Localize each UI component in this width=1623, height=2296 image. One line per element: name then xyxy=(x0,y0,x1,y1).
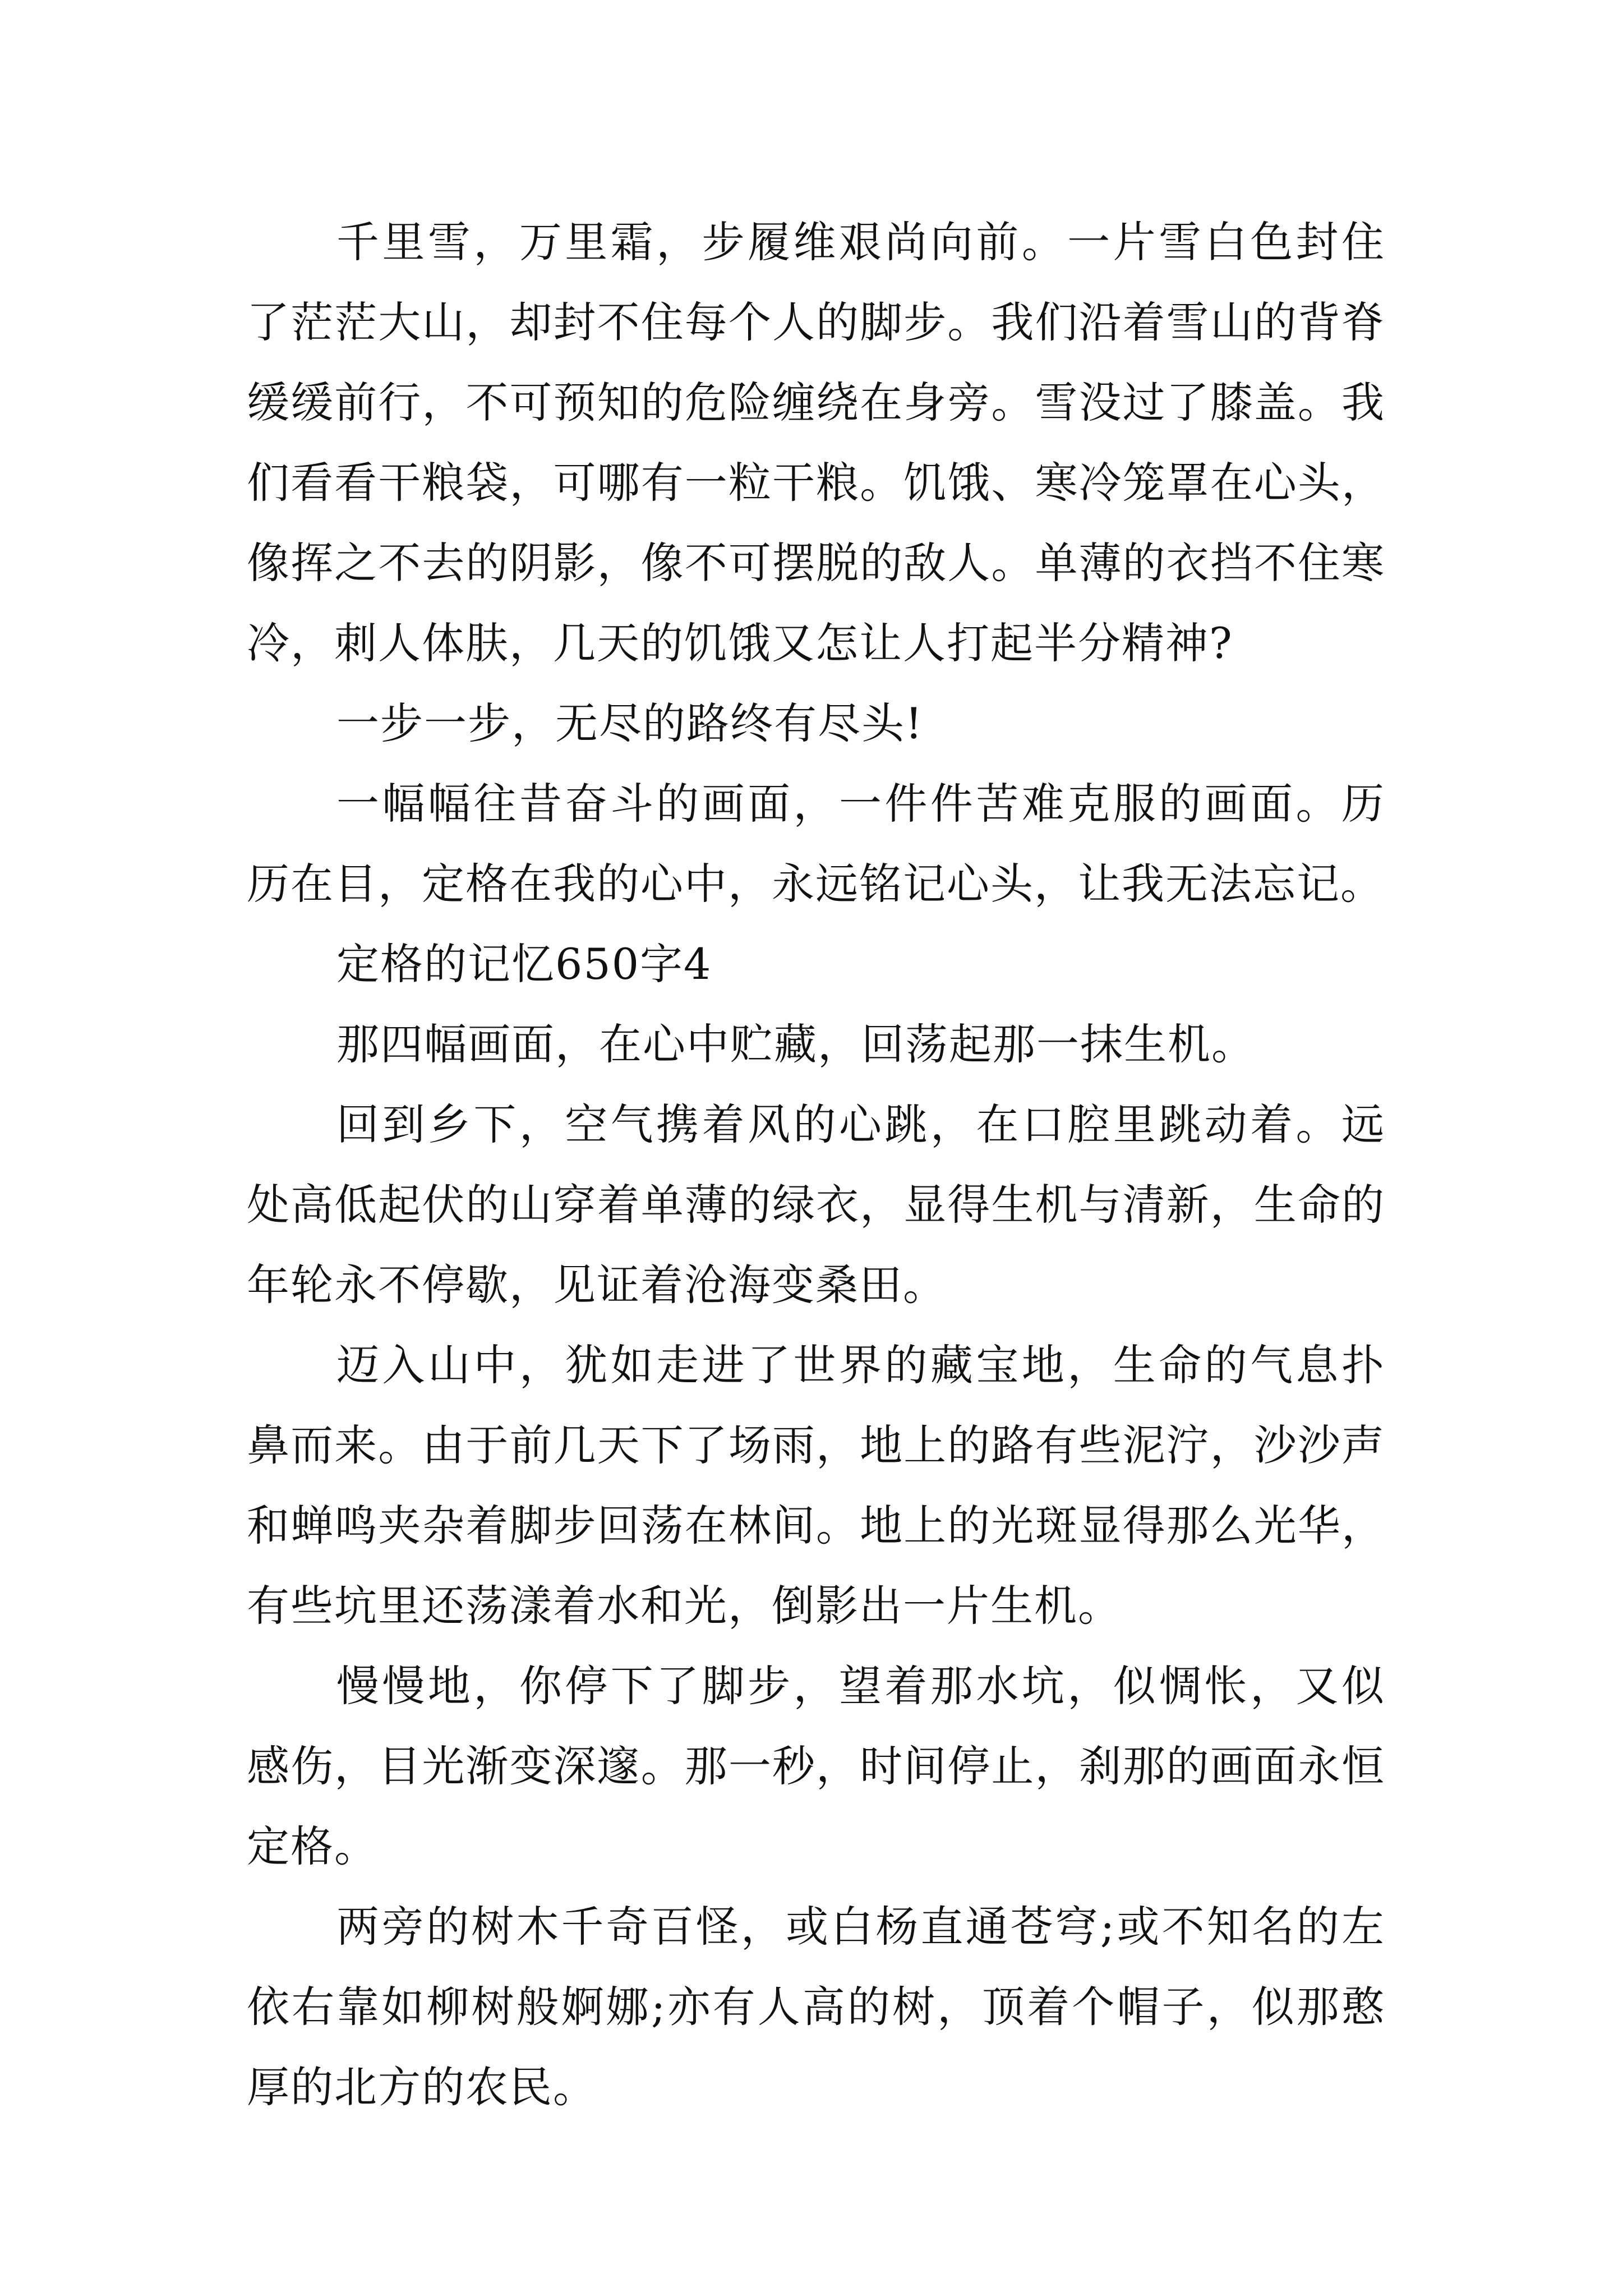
document-body xyxy=(247,202,1385,2127)
paragraph: 两旁的树木千奇百怪，或白杨直通苍穹;或不知名的左依右靠如柳树般婀娜;亦有人高的树，顶着个帽子，似那憨厚的北方的农民。 xyxy=(247,1902,1385,2112)
paragraph: 迈入山中，犹如走进了世界的藏宝地，生命的气息扑鼻而来。由于前几天下了场雨，地上的路有些泥泞，沙沙声和蝉鸣夹杂着脚步回荡在林间。地上的光斑显得那么光华，有些坑里还荡漾着水和光，倒影出一片生机。 xyxy=(247,1340,1385,1631)
paragraph: 那四幅画面，在心中贮藏，回荡起那一抹生机。 xyxy=(336,1019,1255,1069)
paragraph: 一幅幅往昔奋斗的画面，一件件苦难克服的画面。历历在目，定格在我的心中，永远铭记心头，让我无法忘记。 xyxy=(247,779,1385,909)
paragraph: 慢慢地，你停下了脚步，望着那水坑，似惆怅，又似感伤，目光渐变深邃。那一秒，时间停止，刹那的画面永恒定格。 xyxy=(247,1661,1385,1871)
section-heading: 定格的记忆650字4 xyxy=(336,939,712,989)
paragraph: 回到乡下，空气携着风的心跳，在口腔里跳动着。远处高低起伏的山穿着单薄的绿衣，显得生机与清新，生命的年轮永不停歇，见证着沧海变桑田。 xyxy=(247,1099,1385,1310)
paragraph: 千里雪，万里霜，步履维艰尚向前。一片雪白色封住了茫茫大山，却封不住每个人的脚步。我们沿着雪山的背脊缓缓前行，不可预知的危险缠绕在身旁。雪没过了膝盖。我们看看干粮袋，可哪有一粒干粮。饥饿、寒冷笼罩在心头，像挥之不去的阴影，像不可摆脱的敌人。单薄的衣挡不住寒冷，刺人体肤，几天的饥饿又怎让人打起半分精神? xyxy=(247,217,1385,668)
paragraph: 一步一步，无尽的路终有尽头! xyxy=(336,698,924,748)
